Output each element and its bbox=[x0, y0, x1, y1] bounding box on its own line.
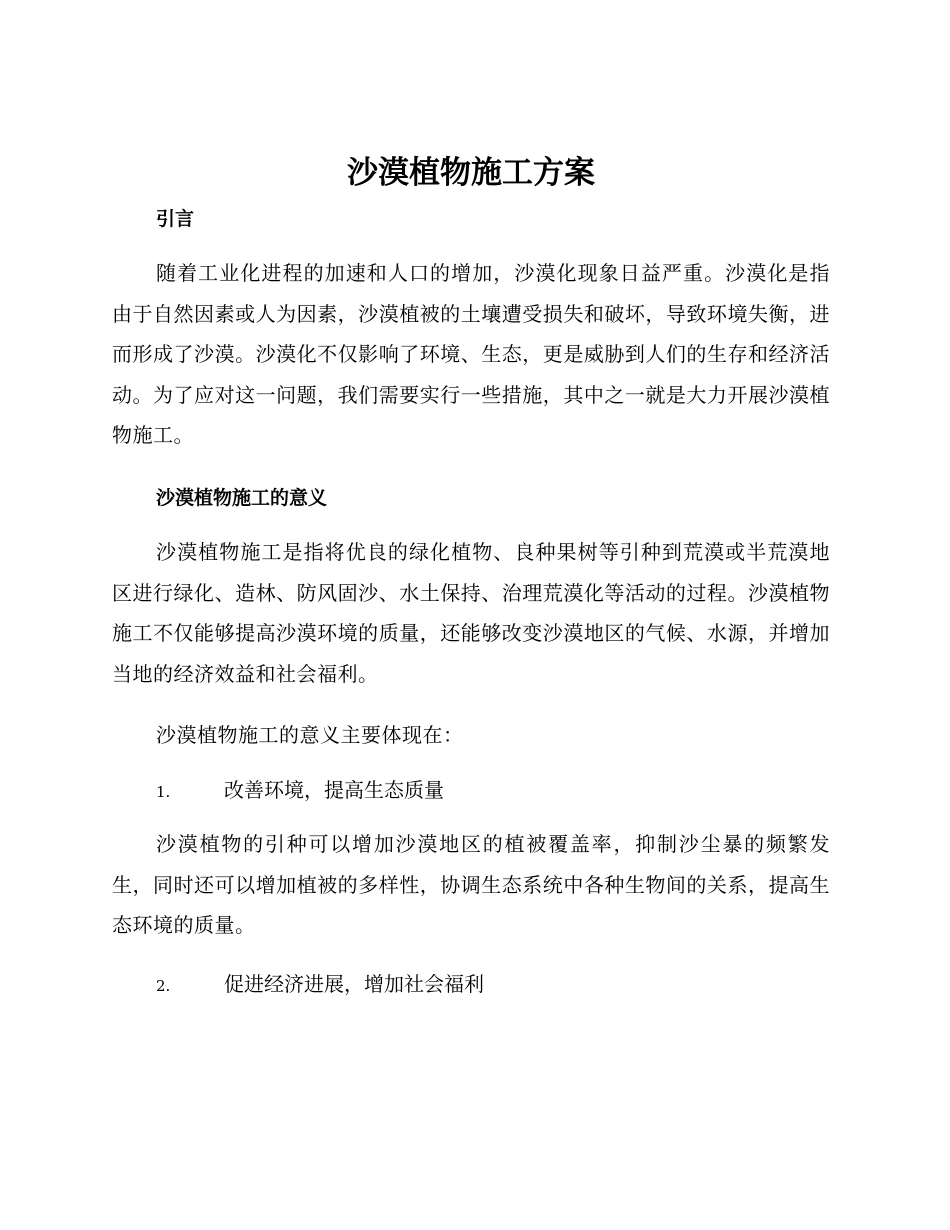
list-item-1-description: 沙漠植物的引种可以增加沙漠地区的植被覆盖率，抑制沙尘暴的频繁发生，同时还可以增加植被的多样性，协调生态系统中各种生物间的关系，提高生态环境的质量。 bbox=[112, 832, 830, 937]
section-heading-significance: 沙漠植物施工的意义 bbox=[156, 487, 328, 509]
section-heading-intro: 引言 bbox=[156, 208, 195, 230]
intro-paragraph: 随着工业化进程的加速和人口的增加，沙漠化现象日益严重。沙漠化是指由于自然因素或人为因素，沙漠植被的土壤遭受损失和破坏，导致环境失衡，进而形成了沙漠。沙漠化不仅影响了环境、生态，更是威胁到人们的生存和经济活动。为了应对这一问题，我们需要实行一些措施，其中之一就是大力开展沙漠植物施工。 bbox=[112, 261, 830, 447]
document-title: 沙漠植物施工方案 bbox=[347, 155, 595, 191]
list-item-2-label: 促进经济进展，增加社会福利 bbox=[224, 972, 484, 996]
list-item-1-label: 改善环境，提高生态质量 bbox=[224, 778, 444, 802]
list-item-1-number: 1. bbox=[156, 783, 171, 801]
list-item-2 bbox=[156, 969, 484, 1001]
document-page bbox=[112, 0, 830, 1230]
list-item-2-number: 2. bbox=[156, 977, 171, 995]
significance-paragraph: 沙漠植物施工是指将优良的绿化植物、良种果树等引种到荒漠或半荒漠地区进行绿化、造林、防风固沙、水土保持、治理荒漠化等活动的过程。沙漠植物施工不仅能够提高沙漠环境的质量，还能够改变沙漠地区的气候、水源，并增加当地的经济效益和社会福利。 bbox=[112, 540, 830, 686]
list-item-1 bbox=[156, 775, 444, 807]
significance-intro-line: 沙漠植物施工的意义主要体现在： bbox=[156, 723, 464, 747]
